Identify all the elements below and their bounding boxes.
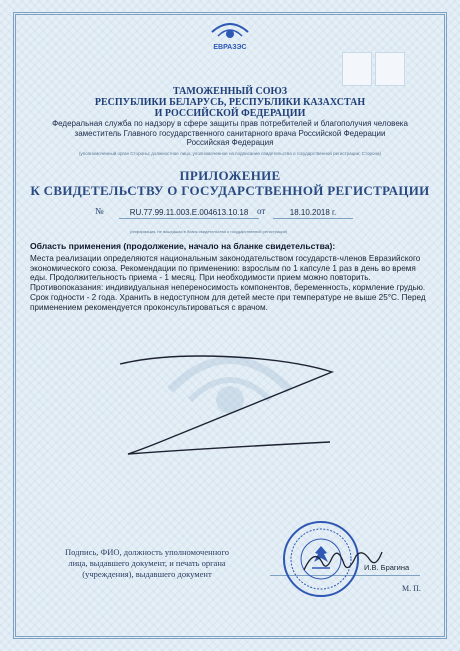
union-line: РЕСПУБЛИКИ БЕЛАРУСЬ, РЕСПУБЛИКИ КАЗАХСТАН [94, 97, 366, 108]
service-line: Федеральная служба по надзору в сфере защиты прав потребителей и благополучия человека [52, 119, 408, 128]
union-line: И РОССИЙСКОЙ ФЕДЕРАЦИИ [154, 108, 306, 119]
service-line: Российская Федерация [186, 138, 274, 147]
union-line: ТАМОЖЕННЫЙ СОЮЗ [172, 86, 288, 97]
issuer-caption: (уполномоченный орган Стороны; должностное лицо, уполномоченное на подписание свидетельства о государственной регистрации; Сторона) [79, 151, 381, 156]
blank-box [342, 52, 372, 86]
caption-line: лица, выдавшего документ, и печать органа [68, 558, 226, 568]
blank-box [375, 52, 405, 86]
registration-number: RU.77.99.11.003.E.004613.10.18 [119, 208, 259, 219]
service-line: заместитель Главного государственного санитарного врача Российской Федерации [74, 128, 386, 138]
handwritten-signature-icon [300, 542, 385, 578]
title-line: ПРИЛОЖЕНИЕ [179, 168, 281, 183]
z-cancel-mark-icon [100, 350, 350, 460]
registration-row [95, 207, 420, 219]
title-line: К СВИДЕТЕЛЬСТВУ О ГОСУДАРСТВЕННОЙ РЕГИСТРАЦИИ [30, 183, 430, 198]
emblem-text: ЕВРАЗЭС [213, 44, 247, 51]
number-label: № [95, 206, 104, 216]
issuer-header [30, 86, 430, 148]
scope-body: Места реализации определяются национальным законодательством государств-членов Евразийского экономического союза. Рекомендации по применению: взрослым по 1 капсуле 1 раз в день во время еды. Продолжительность приема - 1 месяц. При необходимости прием можно повторить. Противопоказания: индивидуальная непереносимость компонентов, беременность, кормление грудью. Срок годности - 2 года. Хранить в недоступном для детей месте при температуре не выше 25°С. Перед применением рекомендуется проконсультироваться с врачом. [30, 254, 426, 312]
caption-line: (учреждения), выдавшего документ [82, 569, 212, 579]
caption-line: Подпись, ФИО, должность уполномоченного [65, 547, 229, 557]
document-title [30, 168, 430, 198]
eurasec-emblem-icon [206, 16, 254, 52]
registration-caption: (информация, не вошедшая в бланк свидетельства о государственной регистрации) [130, 229, 288, 234]
signature-caption [47, 547, 247, 580]
stamp-place-mark: М. П. [402, 584, 421, 593]
registration-date: 18.10.2018 г. [273, 208, 353, 219]
date-label: от [257, 206, 266, 216]
scope-heading: Область применения (продолжение, начало на бланке свидетельства): [30, 241, 336, 251]
signer-name: И.В. Брагина [364, 563, 410, 572]
